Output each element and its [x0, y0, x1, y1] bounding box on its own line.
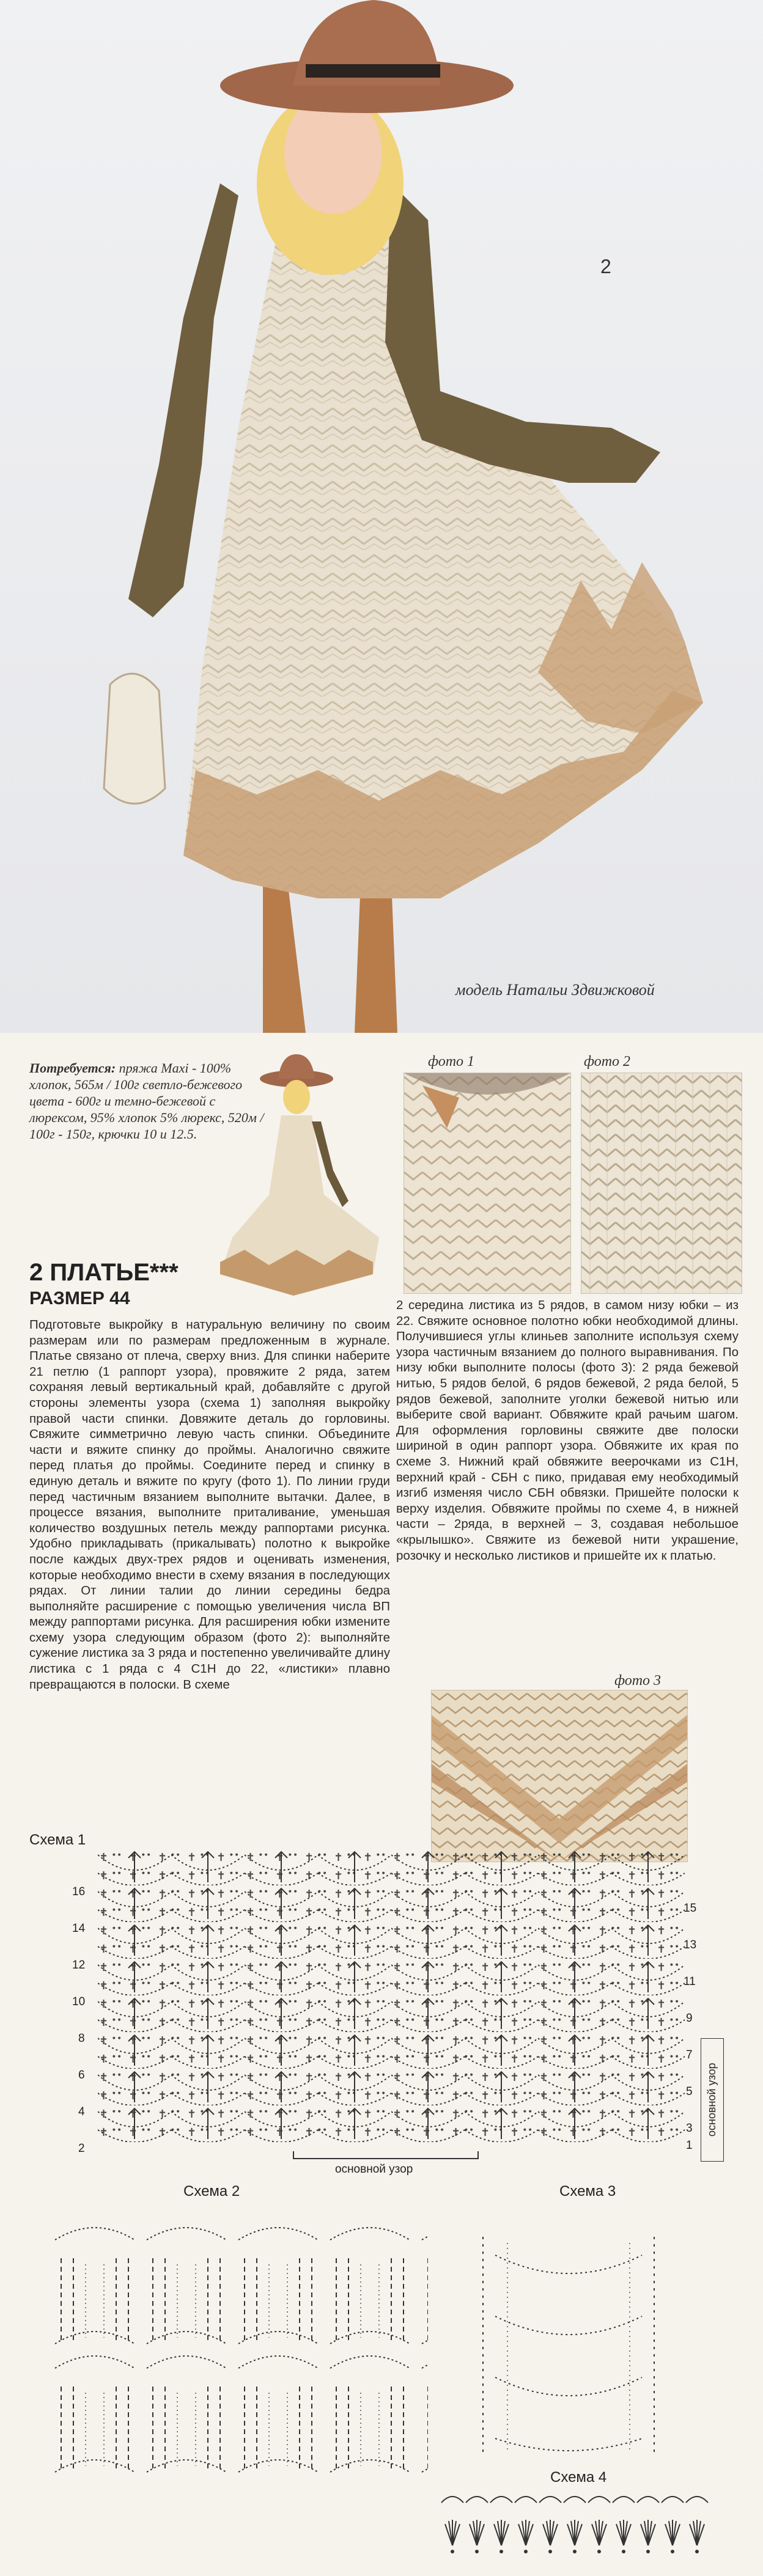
photo-2-label: фото 2	[584, 1054, 631, 1070]
scheme-4-chart	[440, 2490, 709, 2564]
scheme-4-title: Схема 4	[550, 2469, 607, 2486]
scheme-1-title: Схема 1	[29, 1832, 86, 1848]
materials-text: пряжа Maxi - 100% хлопок, 565м / 100г светло-бежевого цвета - 600г и темно-бежевой с люрексом, 95% хлопок 5% люрекс, 520м / 100г - 150г, крючки 10 и 12.5.	[29, 1060, 264, 1142]
photo-number: 2	[600, 255, 611, 277]
row-num-l: 6	[78, 2069, 85, 2082]
model-illustration	[0, 0, 763, 1033]
base-pattern-vertical-label: основной узор	[701, 2038, 724, 2162]
row-num-l: 14	[72, 1922, 86, 1935]
scheme-2-chart	[49, 2222, 428, 2478]
row-num-l: 2	[78, 2142, 85, 2155]
row-num-r: 15	[684, 1902, 697, 1915]
row-num-r: 7	[686, 2049, 693, 2061]
scheme-2-title: Схема 2	[183, 2183, 240, 2200]
dress-size: РАЗМЕР 44	[29, 1288, 130, 1308]
row-num-r: 1	[686, 2139, 693, 2152]
photo-3-label: фото 3	[614, 1673, 662, 1689]
row-num-r: 9	[686, 2012, 693, 2025]
base-pattern-label: основной узор	[335, 2163, 413, 2176]
instructions-right: 2 середина листика из 5 рядов, в самом низу юбки – из 22. Свяжите основное полотно юбки необходимой длины. Получившиеся углы клиньев заполните используя схему узора частичным вязанием до полного выравнивания. По низу юбки выполните полосы (фото 3): 2 ряда бежевой нитью, 5 рядов белой, 6 рядов бежевой, 2 ряда белой, 5 рядов бежевой, заполните уголки бежевой нитью или выберите свой вариант. Обвяжите край рачьим шагом. Для оформления горловины свяжите две полоски шириной в один раппорт узора. Обвяжите их края по схеме 3. Нижний край обвяжите веерочками из С1Н, верхний край - СБН с пико, придавая ему необходимый изгиб изменяя число СБН обвязки. Пришейте полоски к верху изделия. Обвяжите проймы по схеме 4, в нижней части – 2ряда, в верхней – 3, создавая небольшое «крылышко». Свяжите из бежевой нити украшение, розочку и несколько листиков и пришейте их к платью.	[396, 1298, 739, 1563]
model-photo	[0, 0, 763, 1033]
scheme-3-title: Схема 3	[559, 2183, 616, 2200]
row-num-r: 13	[684, 1939, 697, 1951]
instructions-left: Подготовьте выкройку в натуральную величину по своим размерам или по размерам предложенным в журнале. Платье связано от плеча, сверху вниз. Для спинки наберите 21 петлю (1 раппорт узора), провяжите 2 ряда, затем сохраняя левый вертикальный край, добавляйте с другой стороны элементы узора (схема 1) заполняя выкройку правой части спинки. Довяжите деталь до горловины. Свяжите симметрично левую часть спинки. Объедините части и вяжите спинку до проймы. Аналогично свяжите перед платья до проймы. Соедините перед и спинку в единую деталь и вяжите по кругу (фото 1). По линии груди перед частичным вязанием выполните вытачки. Далее, в процессе вязания, выполните приталивание, уменьшая количество воздушных петель между раппортами рисунка. Удобно прикладывать (прикалывать) полотно к выкройке после каждых двух-трех рядов и оценивать изменения, которые необходимо внести в схему вязания в последующих рядах. От линии талии до линии середины бедра выполняйте расширение с помощью увеличения числа ВП между раппортами рисунка. Для расширения юбки измените схему узора следующим образом (фото 2): выполняйте сужение листика за 3 ряда и постепенно увеличивайте длину листика с 1 ряда с 4 С1Н до 22, «листики» плавно превращаются в полоски. В схеме	[29, 1318, 390, 1692]
photo-3-swatch	[431, 1690, 688, 1862]
mini-model-photo	[196, 1054, 397, 1305]
photo-credit: модель Натальи Здвижковой	[455, 981, 655, 999]
row-num-r: 5	[686, 2085, 693, 2098]
row-num-l: 4	[78, 2105, 85, 2118]
scheme-3-chart	[471, 2231, 673, 2463]
photo-1-label: фото 1	[428, 1054, 475, 1070]
scheme-1-chart	[98, 1849, 685, 2142]
row-num-l: 8	[78, 2032, 85, 2045]
photo-1-swatch	[404, 1073, 571, 1294]
dress-title: 2 ПЛАТЬЕ***	[29, 1259, 179, 1286]
row-num-l: 16	[72, 1885, 86, 1898]
photo-2-swatch	[581, 1073, 742, 1294]
row-num-r: 3	[686, 2122, 693, 2135]
row-num-r: 11	[684, 1975, 696, 1988]
materials-lead: Потребуется:	[29, 1060, 116, 1076]
row-num-l: 10	[72, 1995, 86, 2008]
row-num-l: 12	[72, 1959, 86, 1972]
